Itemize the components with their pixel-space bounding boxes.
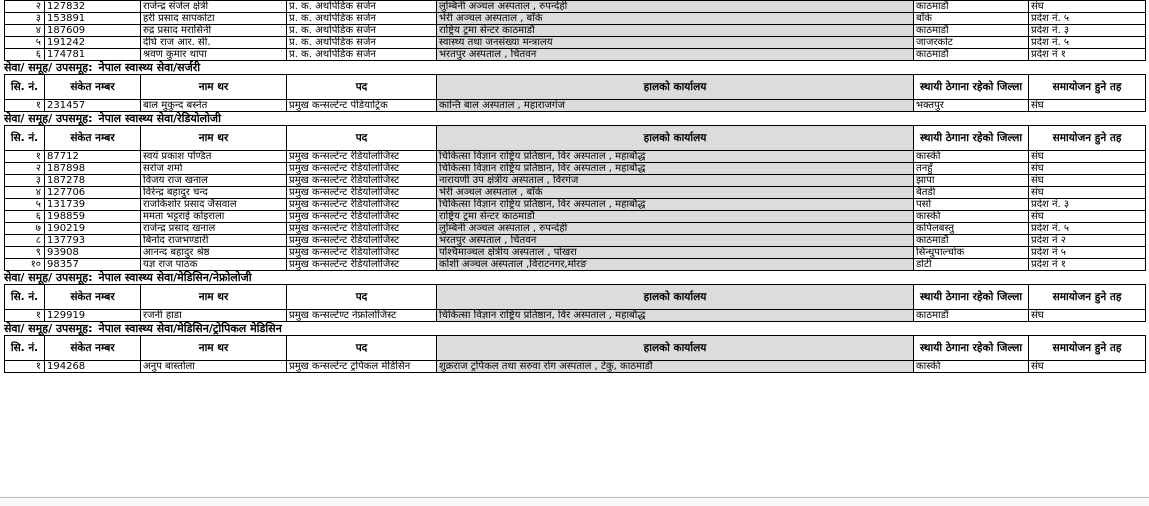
table-row xyxy=(5,151,1146,163)
table-row xyxy=(5,247,1146,259)
home-district-cell: पर्सा xyxy=(914,199,1029,211)
serial-no-cell: ७ xyxy=(5,223,45,235)
section-heading-title: नेपाल स्वास्थ्य सेवा/रेडियोलोजी xyxy=(98,112,221,125)
position-cell: प्रमुख कन्सल्टेण्ट नेफ्रोलोजिस्ट xyxy=(287,310,437,322)
table-row xyxy=(5,211,1146,223)
home-district-cell: कास्की xyxy=(914,151,1029,163)
adjustment-level-cell: प्रदेश नं. ५ xyxy=(1029,13,1146,25)
home-district-cell: सिन्धुपाल्चोक xyxy=(914,247,1029,259)
home-district-cell: काठमाडौं xyxy=(914,235,1029,247)
code-number-cell: 191242 xyxy=(45,37,141,49)
name-cell: सरोज शर्मा xyxy=(141,163,287,175)
home-district-cell: जाजरकोट xyxy=(914,37,1029,49)
name-cell: स्वयं प्रकाश पण्डित xyxy=(141,151,287,163)
home-district-cell: काठमाडौं xyxy=(914,310,1029,322)
section-heading-title: नेपाल स्वास्थ्य सेवा/मेडिसिन/ट्रोपिकल मेडिसिन xyxy=(98,322,282,335)
current-office-cell: भरतपुर अस्पताल , चितवन xyxy=(437,235,914,247)
code-number-cell: 174781 xyxy=(45,49,141,61)
header-position: पद xyxy=(287,126,437,151)
adjustment-level-cell: प्रदेश नं २ xyxy=(1029,235,1146,247)
name-cell: राजेन्द्र प्रसाद खनाल xyxy=(141,223,287,235)
position-cell: प्रमुख कन्सल्टेन्ट रेडियोलोजिस्ट xyxy=(287,247,437,259)
table-row xyxy=(5,175,1146,187)
current-office-cell: पश्चिमाञ्चल क्षेत्रीय अस्पताल , पोखरा xyxy=(437,247,914,259)
section-heading xyxy=(0,61,1149,74)
header-current-office: हालको कार्यालय xyxy=(437,336,914,361)
position-cell: प्रमुख कन्सल्टेन्ट रेडियोलोजिस्ट xyxy=(287,187,437,199)
table-row xyxy=(5,199,1146,211)
section-heading-prefix: सेवा/ समूह/ उपसमूह: xyxy=(4,271,93,284)
serial-no-cell: ५ xyxy=(5,37,45,49)
serial-no-cell: १ xyxy=(5,151,45,163)
header-home-district: स्थायी ठेगाना रहेको जिल्ला xyxy=(914,126,1029,151)
serial-no-cell: १ xyxy=(5,100,45,112)
current-office-cell: लुम्बिनी अञ्चल अस्पताल , रुपन्देही xyxy=(437,223,914,235)
serial-no-cell: ६ xyxy=(5,211,45,223)
section-heading xyxy=(0,271,1149,284)
code-number-cell: 198859 xyxy=(45,211,141,223)
current-office-cell: राष्ट्रिय ट्रमा सेन्टर काठमाडौं xyxy=(437,25,914,37)
code-number-cell: 187609 xyxy=(45,25,141,37)
header-name: नाम थर xyxy=(141,285,287,310)
serial-no-cell: १ xyxy=(5,310,45,322)
home-district-cell: डोटी xyxy=(914,259,1029,271)
name-cell: रजनी हाडा xyxy=(141,310,287,322)
home-district-cell: तनहुँ xyxy=(914,163,1029,175)
adjustment-level-cell: संघ xyxy=(1029,211,1146,223)
table-header-row xyxy=(5,285,1146,310)
table-row xyxy=(5,310,1146,322)
header-home-district: स्थायी ठेगाना रहेको जिल्ला xyxy=(914,285,1029,310)
current-office-cell: चिकित्सा विज्ञान राष्ट्रिय प्रतिष्ठान, विर अस्पताल , महाबौद्ध xyxy=(437,151,914,163)
position-cell: प्र. क. अर्थोपेडिक सर्जन xyxy=(287,25,437,37)
header-serial-no: सि. नं. xyxy=(5,75,45,100)
table-row xyxy=(5,13,1146,25)
section-heading xyxy=(0,112,1149,125)
code-number-cell: 129919 xyxy=(45,310,141,322)
staff-table xyxy=(4,125,1146,271)
position-cell: प्रमुख कन्सल्टेन्ट रेडियोलोजिस्ट xyxy=(287,151,437,163)
table-row xyxy=(5,223,1146,235)
position-cell: प्रमुख कन्सल्टेन्ट रेडियोलोजिस्ट xyxy=(287,223,437,235)
code-number-cell: 127832 xyxy=(45,1,141,13)
header-position: पद xyxy=(287,336,437,361)
adjustment-level-cell: प्रदेश नं. ३ xyxy=(1029,199,1146,211)
name-cell: अनुप बास्तोला xyxy=(141,361,287,373)
adjustment-level-cell: प्रदेश नं. ३ xyxy=(1029,25,1146,37)
code-number-cell: 187278 xyxy=(45,175,141,187)
home-district-cell: भक्तपुर xyxy=(914,100,1029,112)
current-office-cell: भेरी अञ्चल अस्पताल , बाँके xyxy=(437,187,914,199)
table-row xyxy=(5,235,1146,247)
header-code-number: संकेत नम्बर xyxy=(45,126,141,151)
position-cell: प्रमुख कन्सल्टेन्ट रेडियोलोजिस्ट xyxy=(287,163,437,175)
home-district-cell: कपिलबस्तु xyxy=(914,223,1029,235)
serial-no-cell: ४ xyxy=(5,187,45,199)
position-cell: प्रमुख कन्सल्टेन्ट रेडियोलोजिस्ट xyxy=(287,259,437,271)
table-row xyxy=(5,259,1146,271)
adjustment-level-cell: संघ xyxy=(1029,310,1146,322)
code-number-cell: 98357 xyxy=(45,259,141,271)
name-cell: ममता भट्टराई कोइराला xyxy=(141,211,287,223)
header-name: नाम थर xyxy=(141,126,287,151)
adjustment-level-cell: प्रदेश नं ५ xyxy=(1029,247,1146,259)
code-number-cell: 190219 xyxy=(45,223,141,235)
table-row xyxy=(5,1,1146,13)
position-cell: प्र. क. अर्थोपेडिक सर्जन xyxy=(287,49,437,61)
table-row xyxy=(5,25,1146,37)
table-header-row xyxy=(5,336,1146,361)
header-code-number: संकेत नम्बर xyxy=(45,336,141,361)
current-office-cell: कोशी अञ्चल अस्पताल ,विराटनगर,मोरङ xyxy=(437,259,914,271)
code-number-cell: 153891 xyxy=(45,13,141,25)
header-current-office: हालको कार्यालय xyxy=(437,126,914,151)
adjustment-level-cell: संघ xyxy=(1029,1,1146,13)
table-header-row xyxy=(5,75,1146,100)
current-office-cell: राष्ट्रिय ट्रमा सेन्टर काठमाडौं xyxy=(437,211,914,223)
home-district-cell: काठमाडौं xyxy=(914,49,1029,61)
name-cell: हरी प्रसाद सापकोटा xyxy=(141,13,287,25)
code-number-cell: 231457 xyxy=(45,100,141,112)
adjustment-level-cell: प्रदेश नं १ xyxy=(1029,49,1146,61)
header-serial-no: सि. नं. xyxy=(5,336,45,361)
table-row xyxy=(5,49,1146,61)
adjustment-level-cell: संघ xyxy=(1029,100,1146,112)
header-name: नाम थर xyxy=(141,336,287,361)
current-office-cell: चिकित्सा विज्ञान राष्ट्रिय प्रतिष्ठान, विर अस्पताल , महाबौद्ध xyxy=(437,199,914,211)
name-cell: श्रवण कुमार थापा xyxy=(141,49,287,61)
header-name: नाम थर xyxy=(141,75,287,100)
header-code-number: संकेत नम्बर xyxy=(45,75,141,100)
position-cell: प्रमुख कन्सल्टेन्ट ट्रपिकल मेडिसिन xyxy=(287,361,437,373)
home-district-cell: काठमाडौं xyxy=(914,25,1029,37)
header-home-district: स्थायी ठेगाना रहेको जिल्ला xyxy=(914,336,1029,361)
name-cell: आनन्द बहादुर श्रेष्ठ xyxy=(141,247,287,259)
table-row xyxy=(5,361,1146,373)
name-cell: यज्ञ राज पाठक xyxy=(141,259,287,271)
current-office-cell: चिकित्सा विज्ञान राष्ट्रिय प्रतिष्ठान, विर अस्पताल , महाबौद्ध xyxy=(437,310,914,322)
home-district-cell: कास्की xyxy=(914,211,1029,223)
position-cell: प्रमुख कन्सल्टेन्ट पेडियाट्रिक xyxy=(287,100,437,112)
position-cell: प्रमुख कन्सल्टेन्ट रेडियोलोजिस्ट xyxy=(287,175,437,187)
code-number-cell: 127706 xyxy=(45,187,141,199)
table-header-row xyxy=(5,126,1146,151)
header-adjustment-level: समायोजन हुने तह xyxy=(1029,126,1146,151)
staff-table xyxy=(4,335,1146,373)
home-district-cell: कास्की xyxy=(914,361,1029,373)
home-district-cell: झापा xyxy=(914,175,1029,187)
table-row xyxy=(5,163,1146,175)
code-number-cell: 187898 xyxy=(45,163,141,175)
section-heading-prefix: सेवा/ समूह/ उपसमूह: xyxy=(4,112,93,125)
name-cell: विरेन्द्र बहादुर चन्द xyxy=(141,187,287,199)
position-cell: प्र. क. अर्थोपेडिक सर्जन xyxy=(287,1,437,13)
header-adjustment-level: समायोजन हुने तह xyxy=(1029,336,1146,361)
current-office-cell: शुक्रराज ट्रपिकल तथा सरुवा रोग अस्पताल , टेकु, काठमाडौं xyxy=(437,361,914,373)
section-heading xyxy=(0,322,1149,335)
staff-table xyxy=(4,284,1146,322)
header-serial-no: सि. नं. xyxy=(5,126,45,151)
table-row xyxy=(5,187,1146,199)
position-cell: प्रमुख कन्सल्टेन्ट रेडियोलोजिस्ट xyxy=(287,199,437,211)
serial-no-cell: १० xyxy=(5,259,45,271)
section-heading-prefix: सेवा/ समूह/ उपसमूह: xyxy=(4,61,93,74)
current-office-cell: भेरी अञ्चल अस्पताल , बाँके xyxy=(437,13,914,25)
header-adjustment-level: समायोजन हुने तह xyxy=(1029,75,1146,100)
current-office-cell: चिकित्सा विज्ञान राष्ट्रिय प्रतिष्ठान, विर अस्पताल , महाबौद्ध xyxy=(437,163,914,175)
header-current-office: हालको कार्यालय xyxy=(437,285,914,310)
table-row xyxy=(5,100,1146,112)
position-cell: प्र. क. अर्थोपेडिक सर्जन xyxy=(287,37,437,49)
section-heading-title: नेपाल स्वास्थ्य सेवा/मेडिसिन/नेफ्रोलोजी xyxy=(98,271,252,284)
code-number-cell: 87712 xyxy=(45,151,141,163)
name-cell: राजेन्द्र संजेल क्षेत्री xyxy=(141,1,287,13)
header-current-office: हालको कार्यालय xyxy=(437,75,914,100)
name-cell: बाल मुकुन्द बस्नेत xyxy=(141,100,287,112)
staff-table xyxy=(4,74,1146,112)
table-row xyxy=(5,37,1146,49)
current-office-cell: भरतपुर अस्पताल , चितवन xyxy=(437,49,914,61)
section-heading-title: नेपाल स्वास्थ्य सेवा/सर्जरी xyxy=(98,61,201,74)
name-cell: बिनोद राजभण्डारी xyxy=(141,235,287,247)
header-code-number: संकेत नम्बर xyxy=(45,285,141,310)
current-office-cell: स्वास्थ्य तथा जनसंख्या मन्त्रालय xyxy=(437,37,914,49)
header-home-district: स्थायी ठेगाना रहेको जिल्ला xyxy=(914,75,1029,100)
name-cell: राजकिशोर प्रसाद जैसवाल xyxy=(141,199,287,211)
position-cell: प्रमुख कन्सल्टेन्ट रेडियोलोजिस्ट xyxy=(287,211,437,223)
home-district-cell: बैतडी xyxy=(914,187,1029,199)
serial-no-cell: ३ xyxy=(5,175,45,187)
name-cell: रुद्र प्रसाद मरासिनी xyxy=(141,25,287,37)
header-position: पद xyxy=(287,285,437,310)
code-number-cell: 93908 xyxy=(45,247,141,259)
header-position: पद xyxy=(287,75,437,100)
serial-no-cell: २ xyxy=(5,1,45,13)
adjustment-level-cell: प्रदेश नं. ५ xyxy=(1029,223,1146,235)
home-district-cell: काठमाडौं xyxy=(914,1,1029,13)
serial-no-cell: ८ xyxy=(5,235,45,247)
serial-no-cell: ६ xyxy=(5,49,45,61)
adjustment-level-cell: संघ xyxy=(1029,187,1146,199)
code-number-cell: 137793 xyxy=(45,235,141,247)
section-heading-prefix: सेवा/ समूह/ उपसमूह: xyxy=(4,322,93,335)
adjustment-level-cell: संघ xyxy=(1029,175,1146,187)
home-district-cell: बाँके xyxy=(914,13,1029,25)
serial-no-cell: १ xyxy=(5,361,45,373)
header-serial-no: सि. नं. xyxy=(5,285,45,310)
serial-no-cell: ४ xyxy=(5,25,45,37)
code-number-cell: 194268 xyxy=(45,361,141,373)
name-cell: विजय राज खनाल xyxy=(141,175,287,187)
position-cell: प्र. क. अर्थोपेडिक सर्जन xyxy=(287,13,437,25)
adjustment-level-cell: संघ xyxy=(1029,151,1146,163)
current-office-cell: नारायणी उप क्षेत्रीय अस्पताल , विरगंज xyxy=(437,175,914,187)
code-number-cell: 131739 xyxy=(45,199,141,211)
serial-no-cell: ९ xyxy=(5,247,45,259)
header-adjustment-level: समायोजन हुने तह xyxy=(1029,285,1146,310)
serial-no-cell: ५ xyxy=(5,199,45,211)
adjustment-level-cell: संघ xyxy=(1029,163,1146,175)
adjustment-level-cell: प्रदेश नं. ५ xyxy=(1029,37,1146,49)
serial-no-cell: ३ xyxy=(5,13,45,25)
adjustment-level-cell: प्रदेश नं १ xyxy=(1029,259,1146,271)
current-office-cell: कान्ति बाल अस्पताल , महाराजगंज xyxy=(437,100,914,112)
name-cell: दीर्घ राज आर. सी. xyxy=(141,37,287,49)
orthopedic-continuation-table xyxy=(4,0,1146,61)
position-cell: प्रमुख कन्सल्टेन्ट रेडियोलोजिस्ट xyxy=(287,235,437,247)
adjustment-level-cell: संघ xyxy=(1029,361,1146,373)
serial-no-cell: २ xyxy=(5,163,45,175)
current-office-cell: लुम्बिनी अञ्चल अस्पताल , रुपन्देही xyxy=(437,1,914,13)
